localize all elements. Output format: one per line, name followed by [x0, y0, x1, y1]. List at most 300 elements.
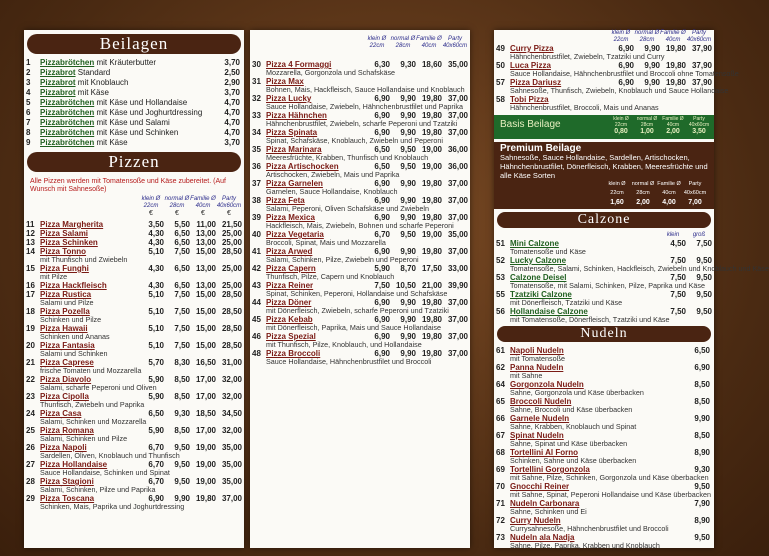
price: 28,50	[221, 290, 242, 299]
item-desc: mit Dönerfleisch, Zwiebeln, scharfe Peperoni und Tzatziki	[266, 306, 449, 315]
item-name: Pizza Capern	[266, 264, 316, 273]
price: 37,90	[691, 44, 712, 53]
price: 5,10	[148, 247, 164, 256]
price: 9,90	[644, 61, 660, 70]
price: 2,00	[666, 128, 680, 135]
item-number: 21	[26, 358, 35, 367]
pizza-row	[494, 95, 714, 104]
size-label: Party 40x60cm	[683, 181, 707, 196]
price: 15,00	[195, 341, 216, 350]
price: 5,90	[374, 264, 390, 273]
item-desc: Tomatensoße, mit Salami, Schinken, Pilze, Paprika und Käse	[510, 281, 705, 290]
item-name: Pizza Artischocken	[266, 162, 339, 171]
price: 37,00	[447, 213, 468, 222]
price: 5,50	[174, 220, 190, 229]
price: 17,50	[421, 264, 442, 273]
item-name: Pizzabrot	[40, 68, 76, 77]
item-desc: Tomatensoße, Salami, Schinken, Hackfleisch, Zwiebeln und Knoblauch und Käse	[510, 264, 769, 273]
item-number: 32	[252, 94, 261, 103]
item-desc: Salami und Pilze	[40, 298, 94, 307]
item-name: Tzatziki Calzone	[510, 290, 572, 299]
pizza-row	[24, 392, 244, 401]
item-desc: mit Thunfisch, Pilze, Knoblauch, und Hollandaise	[266, 340, 422, 349]
item-number: 41	[252, 247, 261, 256]
price: 31,00	[221, 358, 242, 367]
item-prices	[660, 256, 712, 265]
price: 19,80	[421, 111, 442, 120]
price: 4,00	[662, 199, 676, 206]
item-price: 6,50	[694, 346, 710, 355]
menu-panel-right	[494, 30, 769, 550]
item-number: 42	[252, 264, 261, 273]
price: 4,50	[670, 239, 686, 248]
item-price: 3,70	[224, 138, 240, 147]
price: 17,00	[195, 426, 216, 435]
pizza-row	[250, 349, 470, 358]
item-name: Curry Nudeln	[510, 516, 561, 525]
item-number: 18	[26, 307, 35, 316]
nudeln-banner: Nudeln	[497, 326, 711, 342]
item-price: 8,50	[694, 380, 710, 389]
pizza-row	[494, 61, 714, 70]
nudeln-row	[494, 346, 714, 355]
pizza-row	[250, 230, 470, 239]
price: 37,00	[447, 196, 468, 205]
price: 21,50	[221, 220, 242, 229]
item-desc: frische Tomaten und Mozzarella	[40, 366, 142, 375]
pizza-row	[24, 443, 244, 452]
price: 7,50	[696, 239, 712, 248]
price: 6,90	[374, 247, 390, 256]
item-name: Pizza Margherita	[40, 220, 104, 229]
size-label: normal Ø 28cm	[164, 196, 190, 209]
price: 37,00	[447, 349, 468, 358]
pizza-row	[250, 264, 470, 273]
price: 8,50	[174, 392, 190, 401]
price: 19,00	[195, 443, 216, 452]
item-desc: Spinat, Schafskäse, Knoblauch, Zwiebeln und Peperoni	[266, 136, 444, 145]
item-prices	[364, 162, 468, 171]
price: 15,00	[195, 307, 216, 316]
price: 17,00	[195, 392, 216, 401]
price: 28,50	[221, 307, 242, 316]
item-desc: mit Dönerfleisch, Tzatziki und Käse	[510, 298, 623, 307]
item-name: Pizza 4 Formaggi	[266, 60, 332, 69]
price: 33,00	[447, 264, 468, 273]
price: 19,80	[421, 332, 442, 341]
item-name: Pizza Broccoli	[266, 349, 321, 358]
item-name: Pizza Cipolla	[40, 392, 89, 401]
beilage-row	[24, 58, 244, 68]
price: 19,80	[665, 61, 686, 70]
price: 7,50	[670, 307, 686, 316]
beilage-row	[24, 68, 244, 78]
size-label: normal Ø 28cm	[390, 36, 416, 49]
item-price: 4,70	[224, 108, 240, 117]
price: 7,50	[670, 273, 686, 282]
size-label: Party 40x60cm	[442, 36, 468, 49]
price: 9,90	[400, 128, 416, 137]
price: 4,30	[148, 281, 164, 290]
item-prices	[364, 349, 468, 358]
price: 9,50	[174, 460, 190, 469]
item-name: Napoli Nudeln	[510, 346, 564, 355]
item-number: 12	[26, 229, 35, 238]
beilage-row	[24, 88, 244, 98]
item-name: Pizza Hollandaise	[40, 460, 108, 469]
price: 15,00	[195, 324, 216, 333]
item-prices	[138, 426, 242, 435]
price: 28,50	[221, 247, 242, 256]
item-prices	[138, 443, 242, 452]
pizza-row	[250, 315, 470, 324]
price: 19,80	[421, 128, 442, 137]
price: 13,00	[195, 281, 216, 290]
nudeln-row	[494, 499, 714, 508]
price: 37,00	[447, 128, 468, 137]
item-name: Pizza Kebab	[266, 315, 313, 324]
item-name: Pizza Hawaii	[40, 324, 88, 333]
price: 0,80	[614, 128, 628, 135]
item-number: 64	[496, 380, 505, 389]
item-number: 25	[26, 426, 35, 435]
price: 5,10	[148, 307, 164, 316]
size-label: €	[227, 210, 231, 217]
item-name: Pizza Napoli	[40, 443, 87, 452]
pizzen-list	[24, 220, 244, 511]
premium-prices	[500, 198, 708, 207]
price: 25,00	[221, 238, 242, 247]
item-number: 39	[252, 213, 261, 222]
price: 6,90	[374, 111, 390, 120]
item-desc: Sahnesoße, Thunfisch, Zwiebeln, Knoblauch und Sauce Hollandaise	[510, 86, 729, 95]
price: 5,90	[148, 426, 164, 435]
size-label: Familie Ø 40cm	[657, 181, 681, 196]
price: 9,90	[400, 196, 416, 205]
pizza-row	[24, 229, 244, 238]
price: 5,70	[148, 358, 164, 367]
price: 36,00	[447, 162, 468, 171]
item-number: 46	[252, 332, 261, 341]
price: 39,90	[447, 281, 468, 290]
item-prices	[364, 230, 468, 239]
item-name: Pizza Hackfleisch	[40, 281, 107, 290]
calzone-row	[494, 273, 714, 282]
item-prices	[364, 196, 468, 205]
item-price: 8,90	[694, 516, 710, 525]
item-number: 36	[252, 162, 261, 171]
item-name: Pizza Casa	[40, 409, 82, 418]
price: 28,50	[221, 324, 242, 333]
item-number: 37	[252, 179, 261, 188]
item-prices	[660, 273, 712, 282]
size-label: klein Ø 22cm	[141, 196, 161, 209]
price: 6,70	[148, 443, 164, 452]
item-desc: Hähnchenbrustfilet, Zwiebeln, Tzatziki und Curry	[510, 52, 665, 61]
item-price: 2,50	[224, 68, 240, 77]
price: 6,70	[148, 460, 164, 469]
beilage-row	[24, 138, 244, 148]
item-prices	[364, 332, 468, 341]
price: 25,00	[221, 264, 242, 273]
price: 5,10	[148, 290, 164, 299]
item-number: 22	[26, 375, 35, 384]
premium-heads	[500, 180, 708, 198]
item-desc: Tomatensoße und Käse	[510, 247, 586, 256]
item-desc: Thunfisch, Pilze, Capern und Knoblauch	[266, 272, 395, 281]
price: 32,00	[221, 392, 242, 401]
item-name: Pizza Arwed	[266, 247, 313, 256]
nudeln-row	[494, 414, 714, 423]
item-prices	[660, 239, 712, 248]
euro-header	[24, 210, 244, 217]
item-desc: Mozzarella, Gorgonzola und Schafskäse	[266, 68, 396, 77]
item-name: Pizza Spinata	[266, 128, 318, 137]
price: 3,50	[148, 220, 164, 229]
price: 34,50	[221, 409, 242, 418]
price: 19,80	[421, 349, 442, 358]
item-number: 2	[26, 68, 31, 77]
item-prices	[364, 298, 468, 307]
item-name: Pizza Stagioni	[40, 477, 94, 486]
price: 19,00	[195, 460, 216, 469]
price: 37,90	[691, 61, 712, 70]
item-name: Pizza Schinken	[40, 238, 98, 247]
item-number: 23	[26, 392, 35, 401]
item-name: Broccoli Nudeln	[510, 397, 572, 406]
price: 6,70	[374, 230, 390, 239]
item-desc: mit Sahne	[510, 371, 543, 380]
item-desc: Sahne, Krabben, Knoblauch und Spinat	[510, 422, 637, 431]
nudeln-row	[494, 363, 714, 372]
price: 37,00	[447, 179, 468, 188]
item-number: 40	[252, 230, 261, 239]
pizza-list-right	[494, 44, 739, 112]
item-desc: Garnelen, Sauce Hollandaise, Knoblauch	[266, 187, 398, 196]
item-name: Pizza Diavolo	[40, 375, 92, 384]
price: 9,30	[400, 60, 416, 69]
price: 7,50	[174, 290, 190, 299]
price: 5,10	[148, 324, 164, 333]
calzone-row	[494, 290, 714, 299]
pizza-row	[250, 111, 470, 120]
beilage-row	[24, 108, 244, 118]
price: 37,00	[447, 94, 468, 103]
price: 9,90	[400, 247, 416, 256]
basis-prices	[608, 116, 712, 135]
item-desc: Schinken und Pilze	[40, 315, 102, 324]
item-desc: Salami, Schinken und Mozzarella	[40, 417, 147, 426]
item-desc: mit Thunfisch und Zwiebeln	[40, 255, 128, 264]
size-header	[24, 196, 244, 210]
price: 37,00	[447, 315, 468, 324]
item-number: 72	[496, 516, 505, 525]
item-name: Pizza Tonno	[40, 247, 87, 256]
item-number: 43	[252, 281, 261, 290]
price: 9,50	[696, 290, 712, 299]
price: 35,00	[221, 460, 242, 469]
item-number: 66	[496, 414, 505, 423]
item-number: 5	[26, 98, 31, 107]
item-number: 26	[26, 443, 35, 452]
item-prices	[364, 60, 468, 69]
item-prices	[364, 315, 468, 324]
calzone-banner: Calzone	[497, 212, 711, 228]
calzone-row	[494, 239, 714, 248]
nudeln-row	[494, 448, 714, 457]
price: 18,60	[421, 60, 442, 69]
item-price: 3,70	[224, 88, 240, 97]
pizza-row	[24, 264, 244, 273]
price: 37,00	[447, 298, 468, 307]
item-number: 62	[496, 363, 505, 372]
price: 9,90	[644, 78, 660, 87]
price: 1,60	[610, 199, 624, 206]
item-price: 9,50	[694, 482, 710, 491]
item-name: Pizzabrötchen	[40, 58, 95, 67]
item-desc: Salami, Schinken und Pilze	[40, 434, 128, 443]
price: 9,50	[696, 307, 712, 316]
item-number: 67	[496, 431, 505, 440]
item-name: Pizza Dariusz	[510, 78, 562, 87]
item-number: 71	[496, 499, 505, 508]
price: 32,00	[221, 375, 242, 384]
pizza-row	[24, 341, 244, 350]
nudeln-row	[494, 516, 714, 525]
item-name: Pizzabrötchen	[40, 118, 95, 127]
price: 9,50	[174, 477, 190, 486]
price: 6,90	[374, 196, 390, 205]
price: 9,90	[400, 315, 416, 324]
item-number: 52	[496, 256, 505, 265]
item-price: 2,90	[224, 78, 240, 87]
item-desc: Sardellen, Oliven, Knoblauch und Thunfisch	[40, 451, 180, 460]
item-desc: Salami und Schinken	[40, 349, 108, 358]
price: 6,90	[374, 94, 390, 103]
beilage-row	[24, 78, 244, 88]
price: 9,30	[174, 409, 190, 418]
price: 7,50	[174, 307, 190, 316]
item-number: 13	[26, 238, 35, 247]
item-name: Gnocchi Reiner	[510, 482, 570, 491]
item-number: 31	[252, 77, 261, 86]
item-prices	[138, 324, 242, 333]
price: 19,80	[421, 247, 442, 256]
item-number: 33	[252, 111, 261, 120]
pizza-row	[24, 220, 244, 229]
item-prices	[138, 307, 242, 316]
item-name: Pizza Lucky	[266, 94, 312, 103]
item-number: 15	[26, 264, 35, 273]
price: 6,90	[374, 349, 390, 358]
item-desc: Hähnchenbrustfilet, Broccoli, Mais und Ananas	[510, 103, 659, 112]
price: 9,90	[400, 298, 416, 307]
item-desc: Sahne, Broccoli und Käse überbacken	[510, 405, 633, 414]
item-prices	[608, 78, 712, 87]
nudeln-row	[494, 533, 714, 542]
item-number: 6	[26, 108, 31, 117]
price: 25,00	[221, 229, 242, 238]
item-desc: mit Sahne, Spinat, Peperoni Hollandaise und Käse überbacken	[510, 490, 711, 499]
item-prices	[138, 358, 242, 367]
pizza-row	[24, 375, 244, 384]
item-price: 8,50	[694, 397, 710, 406]
price: 6,90	[148, 494, 164, 503]
basis-beilage-label: Basis Beilage	[500, 119, 561, 130]
size-header	[250, 36, 470, 50]
item-desc: Sauce Hollandaise, Hähnchenbrustfilet und Broccoli	[266, 357, 432, 366]
item-prices	[138, 409, 242, 418]
item-prices	[660, 290, 712, 299]
size-label: klein	[666, 232, 680, 238]
item-price: 4,70	[224, 118, 240, 127]
item-prices	[364, 128, 468, 137]
size-label: groß	[692, 232, 706, 238]
item-desc: Sahne, Gorgonzola und Käse überbacken	[510, 388, 644, 397]
beilage-row	[24, 98, 244, 108]
price: 15,00	[195, 247, 216, 256]
pizzen-banner: Pizzen	[27, 152, 241, 172]
item-prices	[138, 477, 242, 486]
price: 32,00	[221, 426, 242, 435]
price: 7,50	[174, 247, 190, 256]
price: 9,90	[400, 111, 416, 120]
item-prices	[138, 341, 242, 350]
item-prices	[138, 460, 242, 469]
price: 9,90	[400, 94, 416, 103]
size-label: normal Ø 28cm	[631, 181, 655, 196]
price: 37,00	[447, 247, 468, 256]
item-name: Pizza Romana	[40, 426, 94, 435]
pizza-row	[250, 247, 470, 256]
pizza-row	[24, 281, 244, 290]
item-number: 49	[496, 44, 505, 53]
size-label: Familie Ø 40cm	[416, 36, 442, 49]
price: 7,50	[670, 290, 686, 299]
price: 8,30	[174, 358, 190, 367]
item-number: 57	[496, 78, 505, 87]
price: 21,00	[421, 281, 442, 290]
item-name: Pizza Salami	[40, 229, 89, 238]
pizza-row	[24, 307, 244, 316]
pizza-row	[250, 332, 470, 341]
item-number: 48	[252, 349, 261, 358]
nudeln-row	[494, 431, 714, 440]
item-price: 8,90	[694, 448, 710, 457]
item-desc: mit Kräuterbutter	[94, 58, 157, 67]
nudeln-row	[494, 465, 714, 474]
nudeln-row	[494, 397, 714, 406]
pizza-row	[494, 78, 714, 87]
menu-panel-middle	[250, 30, 470, 548]
price: 6,50	[174, 229, 190, 238]
item-name: Pizza Garnelen	[266, 179, 323, 188]
price: 4,30	[148, 229, 164, 238]
item-number: 3	[26, 78, 31, 87]
price: 6,90	[618, 78, 634, 87]
item-price: 3,70	[224, 58, 240, 67]
price: 19,80	[421, 315, 442, 324]
item-price: 6,90	[694, 363, 710, 372]
item-desc: Salami, scharfe Peperoni und Oliven	[40, 383, 157, 392]
pizza-row	[250, 298, 470, 307]
item-prices	[138, 238, 242, 247]
price: 15,00	[195, 290, 216, 299]
pizza-row	[250, 128, 470, 137]
price: 9,50	[400, 145, 416, 154]
price: 6,90	[374, 179, 390, 188]
price: 7,50	[374, 281, 390, 290]
